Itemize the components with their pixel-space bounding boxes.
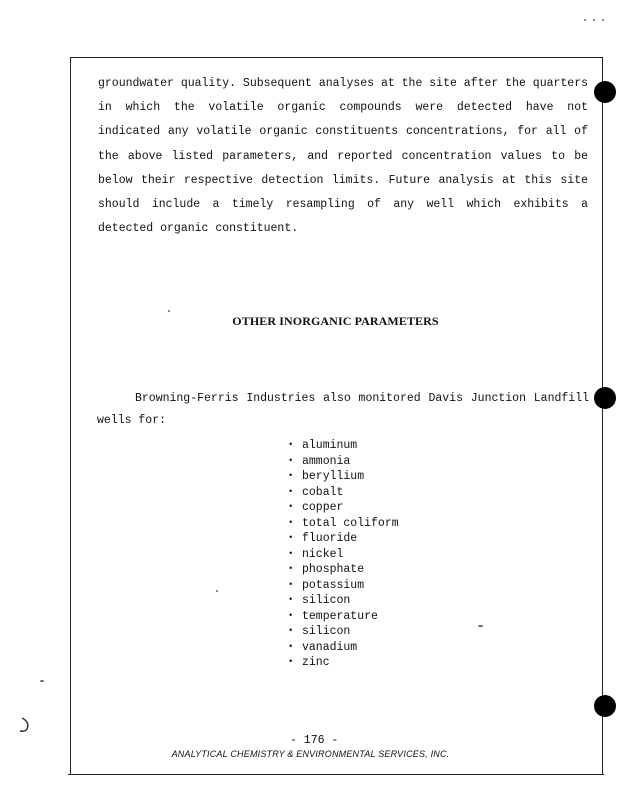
list-item: • aluminum [288,438,399,454]
section-heading: OTHER INORGANIC PARAMETERS [232,314,439,328]
punch-hole-middle [594,387,616,409]
list-item: • phosphate [288,562,399,578]
list-item: • ammonia [288,454,399,470]
scan-speck [593,19,595,21]
list-item: • total coliform [288,516,399,532]
list-item: • zinc [288,655,399,671]
list-item: • nickel [288,547,399,563]
body-paragraph: groundwater quality. Subsequent analyses at the site after the quarters in which the volatile organic compounds were detected have not indicated any volatile organic constituents concentrations, for all of the above listed parameters, and reported concentration values to be below their respective detection limits. Future analysis at this site should include a timely resampling of any well which exhibits a detected organic constituent. [98,77,588,236]
scan-speck [584,19,586,21]
list-item: • temperature [288,609,399,625]
list-item: • beryllium [288,469,399,485]
scan-mark [18,714,38,734]
page-number: - 176 - [290,734,339,747]
scan-speck [40,680,44,682]
list-item: • potassium [288,578,399,594]
punch-hole-top [594,81,616,103]
scan-speck [478,625,483,627]
bottom-rule [68,774,604,775]
punch-hole-bottom [594,695,616,717]
intro-paragraph: Browning-Ferris Industries also monitored Davis Junction Landfill wells for: [97,392,589,427]
list-item: • copper [288,500,399,516]
scan-speck [168,310,170,312]
list-item: • vanadium [288,640,399,656]
list-item: • silicon [288,624,399,640]
list-item: • silicon [288,593,399,609]
list-item: • fluoride [288,531,399,547]
list-item: • cobalt [288,485,399,501]
scan-speck [216,590,218,592]
scan-speck [602,19,604,21]
parameter-list [288,438,399,671]
footer-company: ANALYTICAL CHEMISTRY & ENVIRONMENTAL SERVICES, INC. [171,749,450,759]
